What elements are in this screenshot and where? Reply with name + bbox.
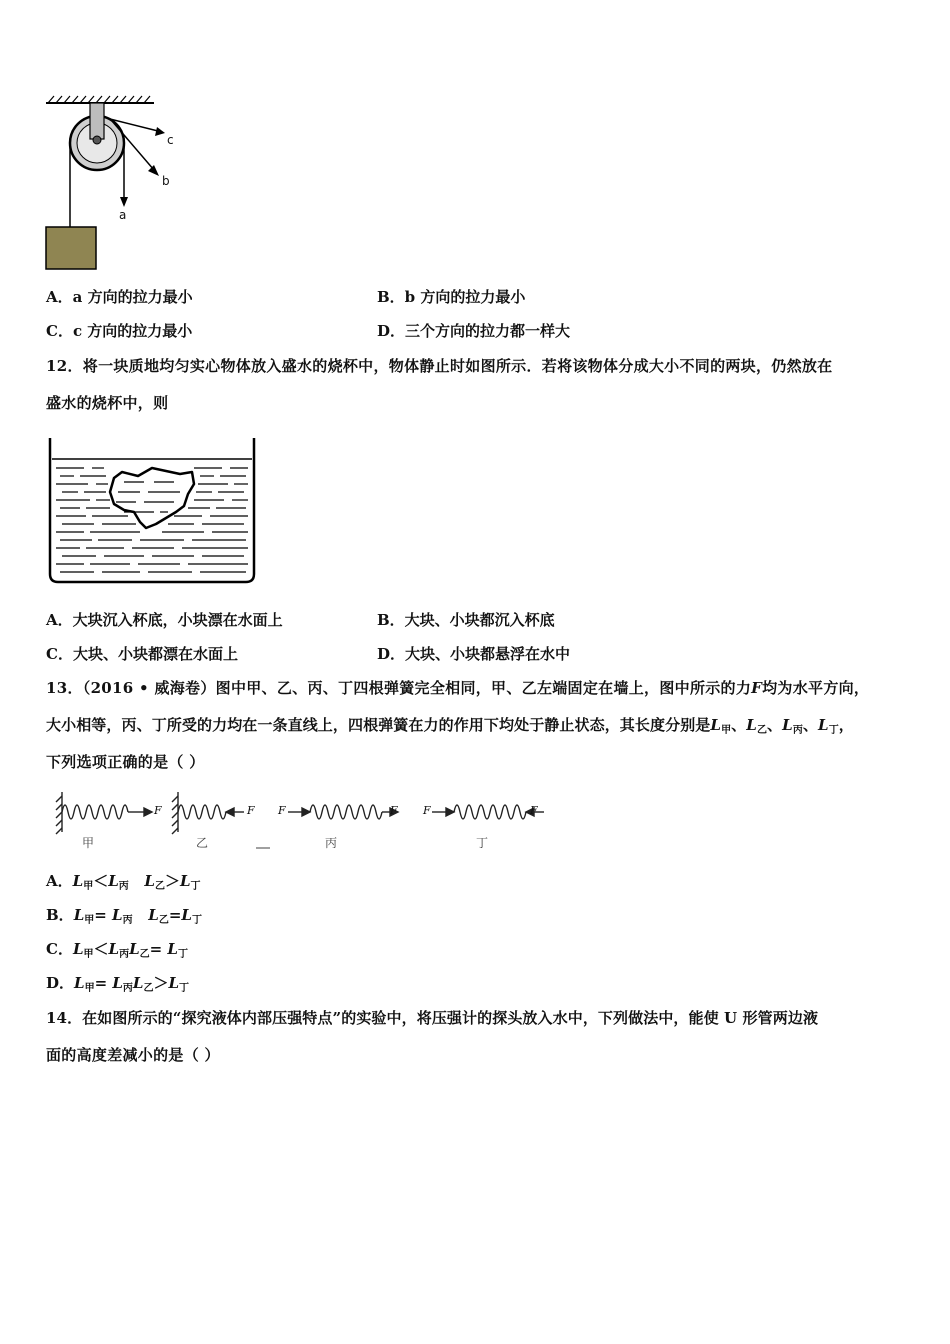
q13-stem-line2: 大小相等，丙、丁所受的力均在一条直线上，四根弹簧在力的作用下均处于静止状态，其长度分别是$L_甲$、$L_乙$、$L_丙$、$L_丁$， <box>46 716 854 736</box>
beaker-figure <box>44 438 264 588</box>
q12-option-b[interactable]: B．大块、小块都沉入杯底 <box>377 611 555 629</box>
q13-option-a[interactable]: A．$L_甲<L_丙$ $L_乙>L_丁$ <box>46 872 201 892</box>
q13-option-b[interactable]: B．$L_甲= L_丙$ $L_乙=L_丁$ <box>46 906 202 926</box>
q11-option-c[interactable]: C．c 方向的拉力最小 <box>46 322 193 340</box>
q12-option-d[interactable]: D．大块、小块都悬浮在水中 <box>377 645 571 663</box>
q11-option-b[interactable]: B．b 方向的拉力最小 <box>377 288 526 306</box>
spring-label-yi: 乙 <box>196 836 209 850</box>
q12-stem-line1: 12．将一块质地均匀实心物体放入盛水的烧杯中，物体静止时如图所示．若将该物体分成大小不同的两块，仍然放在 <box>46 357 833 375</box>
q12-stem-line2: 盛水的烧杯中，则 <box>46 394 169 412</box>
spring-ding-force-right-label: F <box>530 804 538 817</box>
q14-stem-line2: 面的高度差减小的是（ ） <box>46 1046 220 1064</box>
spring-bing-force-left-label: F <box>278 804 286 817</box>
q12-option-c[interactable]: C．大块、小块都漂在水面上 <box>46 645 238 663</box>
spring-yi-force-label: F <box>247 804 255 817</box>
spring-label-bing: 丙 <box>325 836 338 850</box>
q11-option-a[interactable]: A．a 方向的拉力最小 <box>46 288 193 306</box>
label-a: a <box>119 208 127 222</box>
q13-option-d[interactable]: D．$L_甲= L_丙L_乙>L_丁$ <box>46 974 190 994</box>
spring-bing-force-right-label: F <box>390 804 398 817</box>
spring-ding-force-left-label: F <box>423 804 431 817</box>
q12-option-a[interactable]: A．大块沉入杯底，小块漂在水面上 <box>46 611 283 629</box>
q13-option-c[interactable]: C．$L_甲<L_丙L_乙= L_丁$ <box>46 940 188 960</box>
label-b: b <box>162 174 170 188</box>
q13-stem-line1: 13．（2016 • 威海卷）图中甲、乙、丙、丁四根弹簧完全相同，甲、乙左端固定在墙上，图中所示的力F均为水平方向， <box>46 679 870 697</box>
spring-jia-force-label: F <box>154 804 162 817</box>
springs-figure <box>48 786 548 856</box>
label-c: c <box>167 133 174 147</box>
q14-stem-line1: 14．在如图所示的“探究液体内部压强特点”的实验中，将压强计的探头放入水中，下列做法中，能使 U 形管两边液 <box>46 1009 819 1027</box>
q11-option-d[interactable]: D．三个方向的拉力都一样大 <box>377 322 571 340</box>
spring-label-jia: 甲 <box>82 836 95 850</box>
spring-label-ding: 丁 <box>476 836 489 850</box>
q13-stem-line3: 下列选项正确的是（ ） <box>46 753 205 771</box>
